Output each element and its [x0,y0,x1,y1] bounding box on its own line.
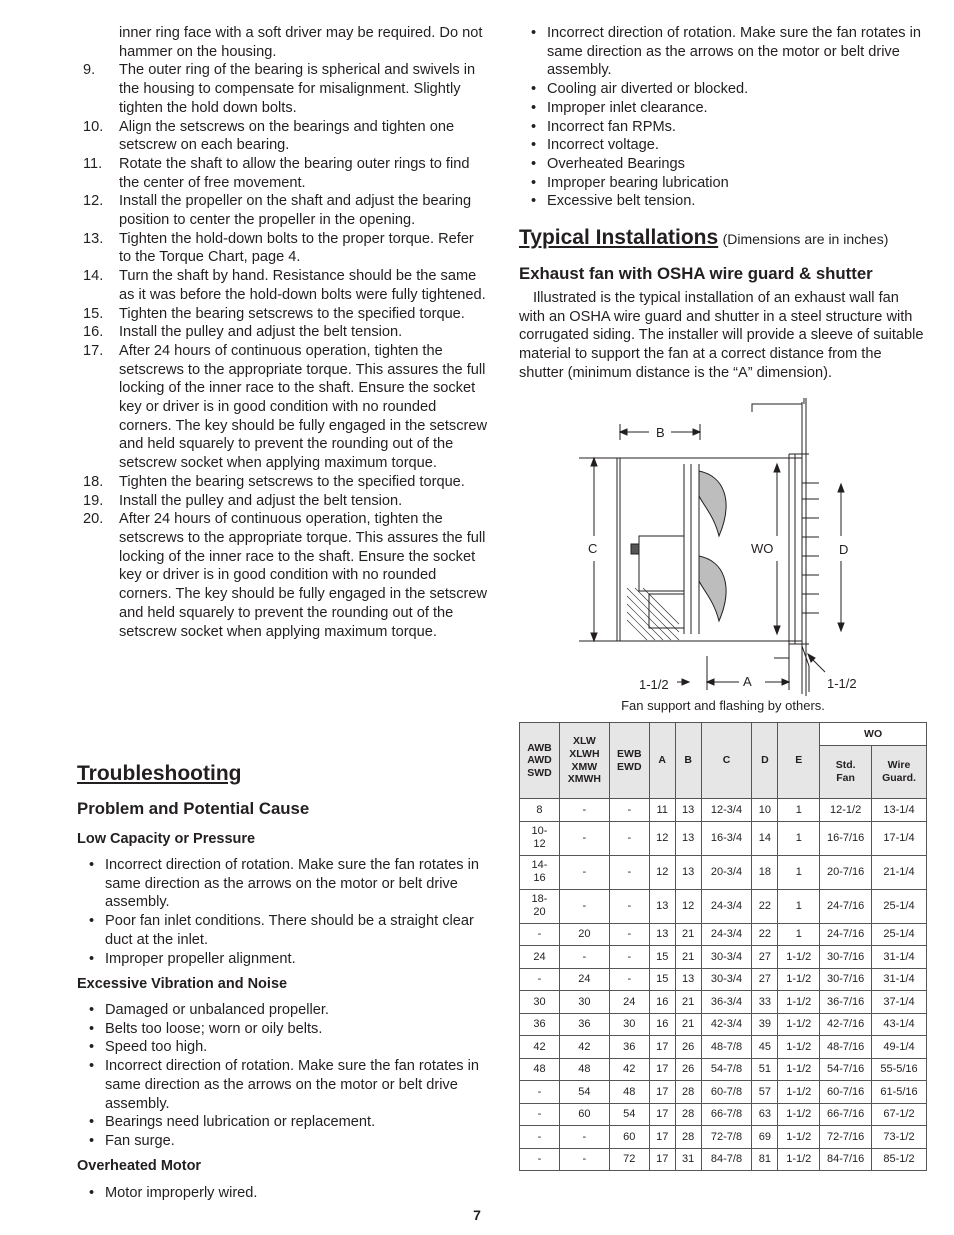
label-wo: WO [751,541,774,556]
header-line: Std. [835,759,856,772]
table-cell: 22 [752,923,778,946]
step-number: 15. [83,305,104,322]
label-a: A [743,674,752,689]
table-cell: 1-1/2 [778,946,820,969]
step-text: After 24 hours of continuous operation, tighten the setscrews to the appropriate torque. This assures the full locking of the inner race to the shaft. Ensure the socket key or driver is in good condition with no rounded corners. The key should be fully engaged in the setscrew and held squarely to prevent the rounding out of the setscrew socket when applying maximum torque. [119,511,488,640]
list-item: • Incorrect direction of rotation. Make sure the fan rotates in same direction as the arrows on the motor or belt drive assembly. [77,1057,487,1113]
table-cell: - [520,923,560,946]
troubleshooting-subtitle: Problem and Potential Cause [77,799,310,818]
header-line: XMWH [567,773,601,786]
list-item [77,492,489,511]
list-item: • Bearings need lubrication or replacement. [77,1113,487,1132]
table-row [520,923,927,946]
table-row [520,968,927,991]
label-c: C [588,541,598,556]
step-text: inner ring face with a soft driver may be required. Do not hammer on the housing. [119,25,483,60]
table-cell: 12-1/2 [820,799,872,822]
header-wire-guard [872,746,927,799]
table-cell: 30 [559,991,609,1014]
table-cell: 48-7/16 [820,1036,872,1059]
table-row [520,991,927,1014]
table-cell: 13 [675,799,701,822]
table-cell: 54-7/16 [820,1058,872,1081]
table-cell: 61-5/16 [872,1081,927,1104]
table-cell: 8 [520,799,560,822]
table-cell: 36-7/16 [820,991,872,1014]
table-cell: 45 [752,1036,778,1059]
table-row [520,1126,927,1149]
header-c: C [701,723,752,799]
table-cell: 28 [675,1126,701,1149]
table-cell: 18- 20 [520,889,560,923]
table-cell: 20 [559,923,609,946]
table-row [520,1036,927,1059]
overheated-list-right [519,24,927,211]
shutter-frame [789,402,802,694]
table-cell: 36-3/4 [701,991,752,1014]
table-cell: 21 [675,1013,701,1036]
table-cell: 48 [609,1081,649,1104]
table-cell: 54 [559,1081,609,1104]
list-item: • Incorrect fan RPMs. [519,118,927,137]
table-cell: 85-1/2 [872,1148,927,1171]
table-cell: 16 [649,1013,675,1036]
table-cell: 72 [609,1148,649,1171]
step-number: 13. [83,230,104,247]
table-cell: 25-1/4 [872,923,927,946]
table-row [520,1148,927,1171]
overheated-list-left [77,1184,487,1203]
table-cell: 33 [752,991,778,1014]
table-cell: 21 [675,991,701,1014]
table-cell: 1-1/2 [778,991,820,1014]
table-cell: 14 [752,821,778,855]
header-line: SWD [527,766,552,779]
table-cell: 42-7/16 [820,1013,872,1036]
header-d: D [752,723,778,799]
table-cell: 43-1/4 [872,1013,927,1036]
table-cell: 1 [778,923,820,946]
table-cell: 31-1/4 [872,968,927,991]
table-cell: 28 [675,1081,701,1104]
table-cell: 27 [752,946,778,969]
table-cell: 72-7/8 [701,1126,752,1149]
table-cell: 36 [609,1036,649,1059]
table-cell: 31-1/4 [872,946,927,969]
installation-diagram [519,396,927,696]
table-cell: 69 [752,1126,778,1149]
table-cell: 72-7/16 [820,1126,872,1149]
header-line: XLW [573,735,596,748]
table-cell: 17 [649,1036,675,1059]
step-number: 9. [83,62,96,79]
table-cell: 84-7/16 [820,1148,872,1171]
step-number: 12. [83,193,104,210]
diagram-caption: Fan support and flashing by others. [621,698,825,713]
table-cell: 67-1/2 [872,1103,927,1126]
wire-guard [627,588,679,640]
header-line: Fan [836,772,855,784]
step-text: Turn the shaft by hand. Resistance should be the same as it was before the hold-down bolts were fully tightened. [119,268,486,303]
step-number: 18. [83,473,104,490]
table-cell: 12-3/4 [701,799,752,822]
table-cell: 21 [675,923,701,946]
list-item [77,192,489,229]
list-item: • Improper propeller alignment. [77,950,487,969]
table-cell: 1-1/2 [778,1036,820,1059]
list-item: • Excessive belt tension. [519,192,927,211]
list-item: • Cooling air diverted or blocked. [519,80,927,99]
table-cell: - [609,923,649,946]
table-cell: 36 [559,1013,609,1036]
header-ewb [609,723,649,799]
step-text: Install the pulley and adjust the belt tension. [119,492,403,509]
table-cell: 30 [520,991,560,1014]
table-cell: 1 [778,855,820,889]
list-item [77,267,489,304]
table-cell: 1-1/2 [778,1081,820,1104]
table-cell: 31 [675,1148,701,1171]
header-line: XLWH [569,747,600,760]
table-cell: 27 [752,968,778,991]
vibration-heading: Excessive Vibration and Noise [77,976,288,992]
table-cell: 26 [675,1036,701,1059]
table-cell: - [520,1081,560,1104]
overheated-heading: Overheated Motor [77,1158,202,1174]
table-cell: 66-7/16 [820,1103,872,1126]
table-cell: 24 [520,946,560,969]
step-number: 17. [83,342,104,359]
table-cell: 1-1/2 [778,1058,820,1081]
table-cell: 54-7/8 [701,1058,752,1081]
table-cell: 1 [778,889,820,923]
table-cell: 12 [649,821,675,855]
header-xlw [559,723,609,799]
header-wo: WO [820,723,927,746]
list-item [77,510,489,641]
table-cell: - [559,1126,609,1149]
table-cell: 26 [675,1058,701,1081]
table-cell: - [609,821,649,855]
table-cell: 1-1/2 [778,1013,820,1036]
table-cell: 15 [649,946,675,969]
installations-paragraph: Illustrated is the typical installation of an exhaust wall fan with an OSHA wire guard and shutter in a steel structure with corrugated siding. The installer will provide a sleeve of suitable material to support the fan at a correct distance from the shutter (minimum distance is the “A” dimension). [519,290,924,381]
step-number: 16. [83,324,104,341]
table-cell: 17 [649,1058,675,1081]
table-cell: 12 [675,889,701,923]
label-d: D [839,542,849,557]
list-item: • Incorrect direction of rotation. Make sure the fan rotates in same direction as the arrows on the motor or belt drive assembly. [77,856,487,912]
header-e: E [778,723,820,799]
table-cell: 17 [649,1148,675,1171]
table-cell: 22 [752,889,778,923]
header-b: B [675,723,701,799]
table-cell: 57 [752,1081,778,1104]
table-cell: 60 [609,1126,649,1149]
table-cell: - [520,1103,560,1126]
dimensions-table [519,722,927,1171]
table-cell: 16 [649,991,675,1014]
header-line: AWD [527,754,552,767]
table-cell: 48-7/8 [701,1036,752,1059]
list-item: • Speed too high. [77,1038,487,1057]
table-cell: 54 [609,1103,649,1126]
table-cell: 84-7/8 [701,1148,752,1171]
shutter-hinge [802,483,819,613]
table-cell: 16-7/16 [820,821,872,855]
header-a: A [649,723,675,799]
step-number: 19. [83,492,104,509]
table-cell: 13 [675,855,701,889]
table-cell: 30-3/4 [701,968,752,991]
step-text: Install the propeller on the shaft and adjust the bearing position to center the propeller in the opening. [119,193,472,229]
table-cell: - [559,855,609,889]
propeller-blade [699,471,726,536]
list-item [77,61,489,117]
table-cell: 1-1/2 [778,968,820,991]
table-cell: 42-3/4 [701,1013,752,1036]
step-text: Install the pulley and adjust the belt tension. [119,324,403,341]
table-cell: 13 [675,968,701,991]
table-cell: - [609,855,649,889]
step-number: 10. [83,118,104,135]
table-cell: 24-7/16 [820,889,872,923]
step-text: After 24 hours of continuous operation, tighten the setscrews to the appropriate torque. This assures the full locking of the inner race to the shaft. Ensure the socket key or driver is in good condition with no rounded corners. The key should be fully engaged in the setscrew and held squarely to prevent the rounding out of the setscrew socket when applying maximum torque. [119,342,488,472]
page-number: 7 [473,1207,481,1223]
list-item [77,24,489,61]
label-right-flange: 1-1/2 [827,676,857,691]
header-line: Wire [887,759,911,772]
header-line: Guard. [882,772,916,784]
table-cell: 21 [675,946,701,969]
table-cell: 13 [675,821,701,855]
table-cell: 16-3/4 [701,821,752,855]
step-number: 20. [83,511,104,528]
table-cell: 17 [649,1126,675,1149]
table-cell: 1 [778,821,820,855]
table-cell: - [559,889,609,923]
step-text: Tighten the bearing setscrews to the specified torque. [119,473,465,490]
table-cell: 30-3/4 [701,946,752,969]
table-cell: 49-1/4 [872,1036,927,1059]
dimension-line-c [579,458,617,641]
table-cell: 24-3/4 [701,889,752,923]
list-item [77,342,489,473]
table-row [520,799,927,822]
list-item [77,230,489,267]
motor-shape [639,536,684,591]
table-cell: 1 [778,799,820,822]
table-cell: 66-7/8 [701,1103,752,1126]
list-item [77,323,489,342]
table-cell: 30-7/16 [820,968,872,991]
table-row [520,1058,927,1081]
table-cell: 13 [649,889,675,923]
table-cell: 14- 16 [520,855,560,889]
table-row [520,821,927,855]
table-cell: 39 [752,1013,778,1036]
list-item [77,118,489,155]
list-item [77,155,489,192]
label-b: B [656,425,665,440]
low-capacity-list [77,856,487,968]
table-cell: 81 [752,1148,778,1171]
table-cell: - [559,799,609,822]
table-cell: 24-3/4 [701,923,752,946]
header-line: EWB [617,747,642,760]
header-line: XMW [571,760,598,773]
list-item: • Belts too loose; worn or oily belts. [77,1020,487,1039]
step-number: 11. [83,155,103,172]
table-cell: - [559,946,609,969]
list-item: • Improper bearing lubrication [519,174,927,193]
propeller-blade [699,556,726,621]
table-cell: 55-5/16 [872,1058,927,1081]
table-cell: 18 [752,855,778,889]
table-cell: 24-7/16 [820,923,872,946]
table-cell: 21-1/4 [872,855,927,889]
table-cell: 48 [520,1058,560,1081]
table-cell: 24 [609,991,649,1014]
table-row [520,1013,927,1036]
table-row [520,889,927,923]
label-left-flange: 1-1/2 [639,677,669,692]
header-std-fan [820,746,872,799]
table-cell: 10- 12 [520,821,560,855]
installations-title-note: (Dimensions are in inches) [722,231,889,247]
table-cell: - [609,799,649,822]
vibration-list [77,1001,487,1151]
table-cell: 36 [520,1013,560,1036]
table-cell: 20-3/4 [701,855,752,889]
table-cell: - [609,889,649,923]
table-cell: 30-7/16 [820,946,872,969]
table-cell: 28 [675,1103,701,1126]
table-cell: 10 [752,799,778,822]
table-cell: 37-1/4 [872,991,927,1014]
header-awb [520,723,560,799]
table-cell: 30 [609,1013,649,1036]
list-item: • Poor fan inlet conditions. There should be a straight clear duct at the inlet. [77,912,487,949]
table-cell: 17-1/4 [872,821,927,855]
table-cell: 12 [649,855,675,889]
list-item: • Incorrect voltage. [519,136,927,155]
table-cell: - [609,946,649,969]
table-cell: 60-7/16 [820,1081,872,1104]
table-cell: 63 [752,1103,778,1126]
step-text: Align the setscrews on the bearings and tighten one setscrew on each bearing. [119,118,455,154]
table-cell: - [520,968,560,991]
list-item: • Overheated Bearings [519,155,927,174]
step-text: The outer ring of the bearing is spherical and swivels in the housing to compensate for misalignment. Slightly tighten the hold down bolts. [119,62,476,116]
table-cell: 60-7/8 [701,1081,752,1104]
table-cell: 1-1/2 [778,1126,820,1149]
table-cell: 24 [559,968,609,991]
table-row [520,1103,927,1126]
list-item: • Damaged or unbalanced propeller. [77,1001,487,1020]
table-cell: 17 [649,1081,675,1104]
table-cell: 42 [559,1036,609,1059]
table-cell: - [609,968,649,991]
low-capacity-heading: Low Capacity or Pressure [77,831,256,847]
list-item: • Motor improperly wired. [77,1184,487,1203]
installations-heading [519,226,888,250]
list-item: • Fan surge. [77,1132,487,1151]
header-line: AWB [527,741,552,754]
step-text: Tighten the hold-down bolts to the proper torque. Refer to the Torque Chart, page 4. [119,230,474,266]
list-item [77,473,489,492]
table-cell: 13 [649,923,675,946]
table-cell: 25-1/4 [872,889,927,923]
step-text: Rotate the shaft to allow the bearing outer rings to find the center of free movement. [119,155,470,191]
step-number: 14. [83,268,104,285]
troubleshooting-title: Troubleshooting [77,762,242,785]
table-cell: 51 [752,1058,778,1081]
installations-subtitle: Exhaust fan with OSHA wire guard & shutter [519,264,873,283]
table-cell: 42 [609,1058,649,1081]
installation-steps-list [77,24,489,641]
table-row [520,1081,927,1104]
table-cell: - [520,1148,560,1171]
table-cell: - [559,1148,609,1171]
table-body [520,799,927,1171]
table-cell: 13-1/4 [872,799,927,822]
list-item: • Incorrect direction of rotation. Make sure the fan rotates in same direction as the arrows on the motor or belt drive assembly. [519,24,927,80]
table-cell: 48 [559,1058,609,1081]
table-cell: 60 [559,1103,609,1126]
list-item: • Improper inlet clearance. [519,99,927,118]
list-item [77,305,489,324]
table-cell: 42 [520,1036,560,1059]
table-cell: 73-1/2 [872,1126,927,1149]
table-cell: 11 [649,799,675,822]
header-line: EWD [617,760,642,773]
table-cell: 17 [649,1103,675,1126]
flashing [774,644,809,692]
fan-housing [684,464,699,634]
table-cell: 1-1/2 [778,1148,820,1171]
installations-title: Typical Installations [519,226,719,249]
table-cell: 1-1/2 [778,1103,820,1126]
table-row [520,855,927,889]
table-row [520,946,927,969]
step-text: Tighten the bearing setscrews to the specified torque. [119,305,465,322]
table-cell: - [559,821,609,855]
table-cell: 20-7/16 [820,855,872,889]
table-cell: 15 [649,968,675,991]
table-cell: - [520,1126,560,1149]
